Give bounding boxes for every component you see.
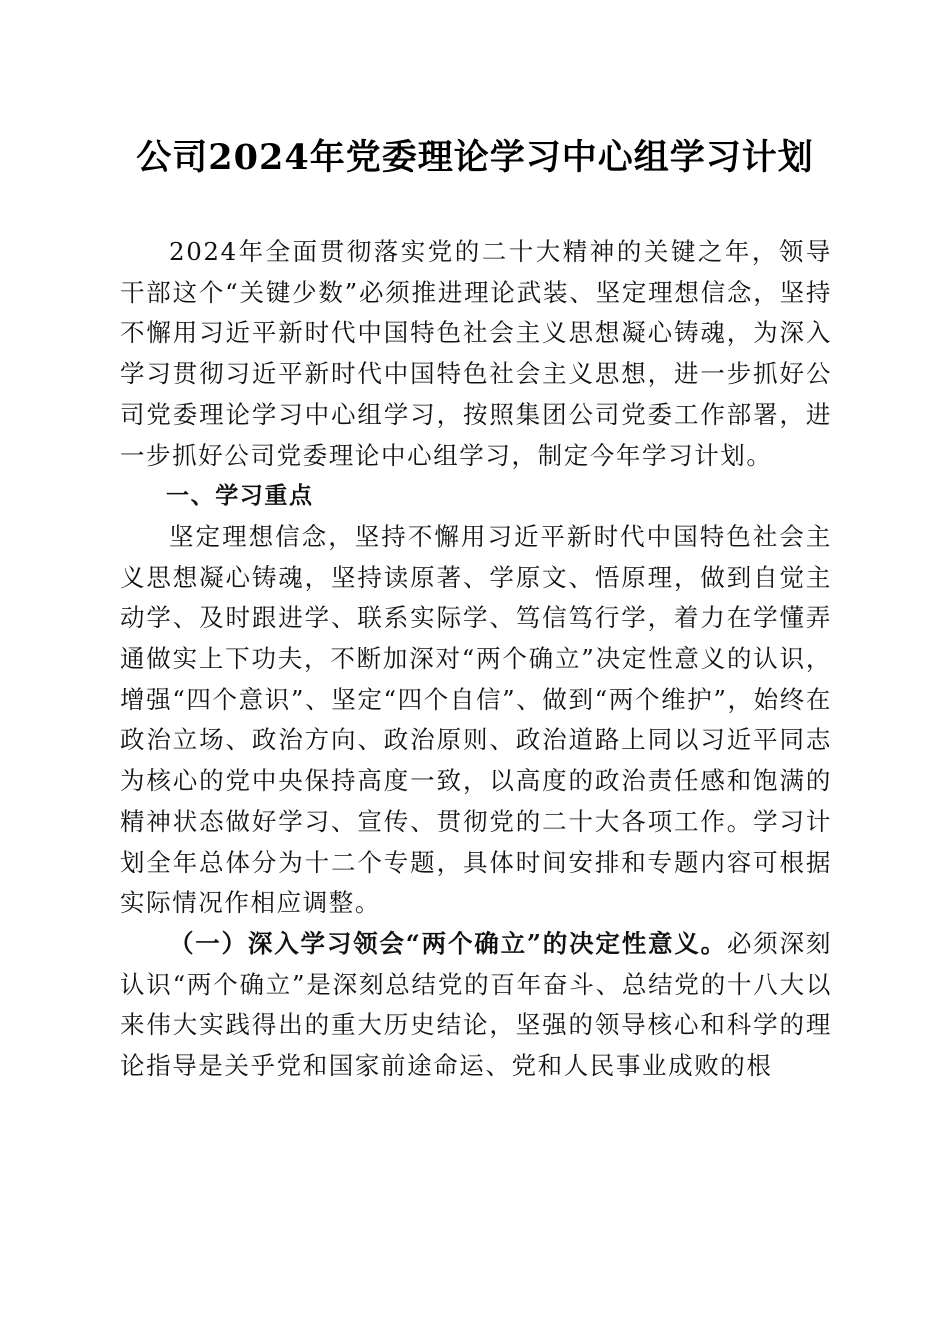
intro-paragraph: 2024年全面贯彻落实党的二十大精神的关键之年，领导干部这个“关键少数”必须推进理论武装、坚定理想信念，坚持不懈用习近平新时代中国特色社会主义思想凝心铸魂，为深入学习贯彻习近平新时代中国特色社会主义思想，进一步抓好公司党委理论学习中心组学习，按照集团公司党委工作部署，进一步抓好公司党委理论中心组学习，制定今年学习计划。 [120, 237, 832, 470]
subsection-text-1: 必须深刻认识“两个确立”是深刻总结党的百年奋斗、总结党的十八大以来伟大实践得出的重大历史结论，坚强的领导核心和科学的理论指导是关乎党和国家前途命运、党和人民事业成败的根 [120, 928, 832, 1081]
document-title: 公司2024年党委理论学习中心组学习计划 [136, 137, 814, 178]
study-focus-paragraph: 坚定理想信念，坚持不懈用习近平新时代中国特色社会主义思想凝心铸魂，坚持读原著、学原文、悟原理，做到自觉主动学、及时跟进学、联系实际学、笃信笃行学，着力在学懂弄通做实上下功夫，不断加深对“两个确立”决定性意义的认识，增强“四个意识”、坚定“四个自信”、做到“两个维护”，始终在政治立场、政治方向、政治原则、政治道路上同以习近平同志为核心的党中央保持高度一致，以高度的政治责任感和饱满的精神状态做好学习、宣传、贯彻党的二十大各项工作。学习计划全年总体分为十二个专题，具体时间安排和专题内容可根据实际情况作相应调整。 [120, 521, 832, 918]
section-heading-study-focus: 一、学习重点 [166, 483, 314, 510]
subsection-lead-1: （一）深入学习领会“两个确立”的决定性意义。 [169, 928, 727, 958]
subsection-paragraph-1 [120, 924, 832, 1087]
document-body [120, 232, 832, 1087]
